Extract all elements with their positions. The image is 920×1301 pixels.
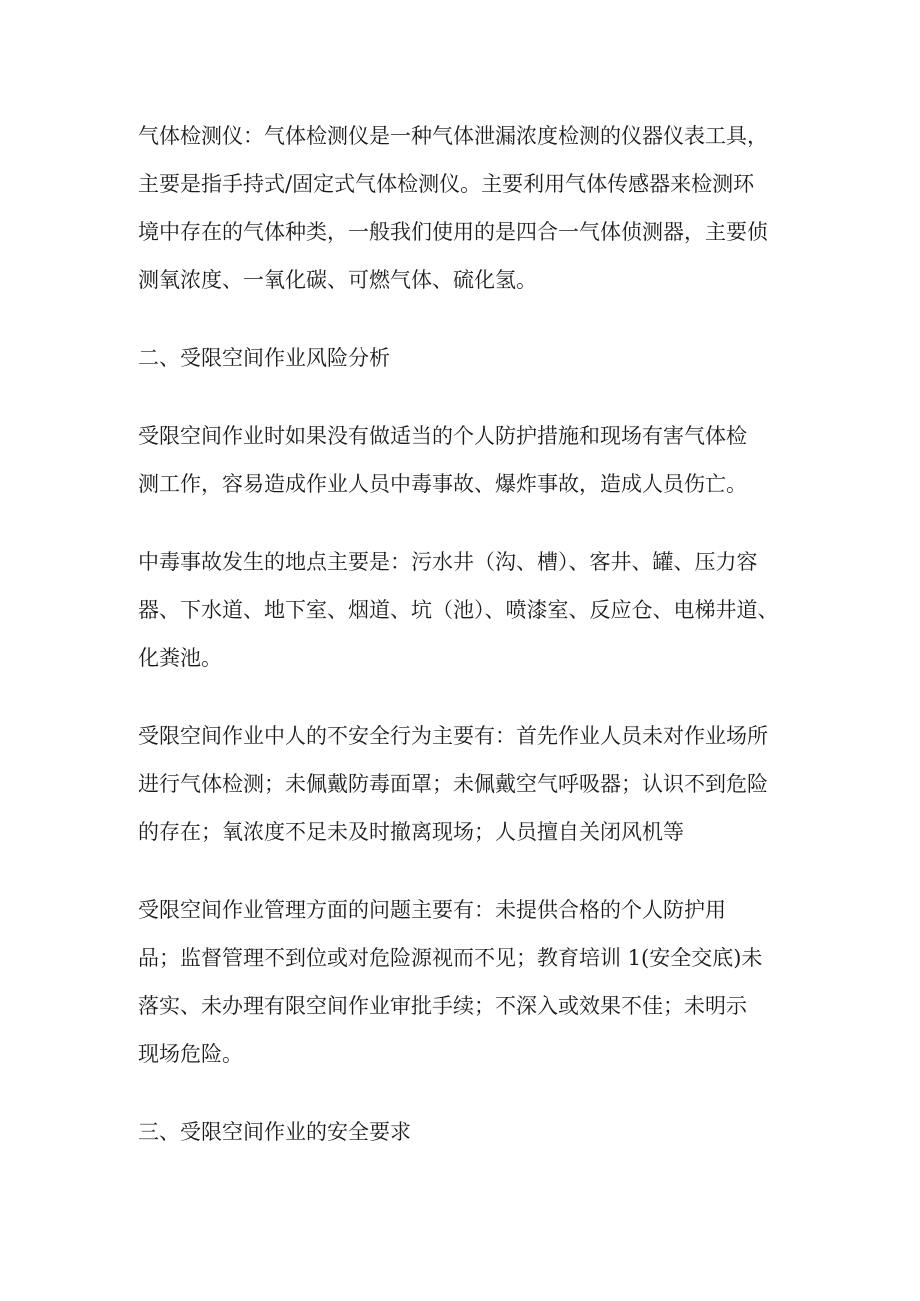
section-heading: 二、受限空间作业风险分析: [138, 346, 390, 370]
spacer: [138, 1078, 798, 1108]
text-line: 中毒事故发生的地点主要是：污水井（沟、槽）、客井、罐、压力容: [138, 550, 758, 574]
paragraph-unsafe-behavior: [138, 712, 798, 856]
text-line: 受限空间作业时如果没有做适当的个人防护措施和现场有害气体检: [138, 424, 747, 448]
text-line: 现场危险。: [138, 1042, 243, 1066]
text-line: 进行气体检测；未佩戴防毒面罩；未佩戴空气呼吸器；认识不到危险: [138, 772, 768, 796]
document-body: [138, 112, 798, 1156]
paragraph-risk-overview: [138, 412, 798, 508]
text-line: 化粪池。: [138, 646, 222, 670]
paragraph-poisoning-locations: [138, 538, 798, 682]
text-line: 器、下水道、地下室、烟道、坑（池）、喷漆室、反应仓、电梯井道、: [138, 598, 779, 622]
spacer: [138, 382, 798, 412]
spacer: [138, 682, 798, 712]
text-line: 受限空间作业中人的不安全行为主要有：首先作业人员未对作业场所: [138, 724, 768, 748]
text-line: 测氧浓度、一氧化碳、可燃气体、硫化氢。: [138, 268, 537, 292]
paragraph-management-issues: [138, 886, 798, 1078]
text-line: 气体检测仪：气体检测仪是一种气体泄漏浓度检测的仪器仪表工具，: [138, 124, 768, 148]
text-line: 品；监督管理不到位或对危险源视而不见；教育培训 1(安全交底)未: [138, 946, 763, 970]
spacer: [138, 304, 798, 334]
text-line: 的存在；氧浓度不足未及时撤离现场；人员擅自关闭风机等: [138, 820, 684, 844]
text-line: 落实、未办理有限空间作业审批手续；不深入或效果不佳；未明示: [138, 994, 747, 1018]
text-line: 境中存在的气体种类，一般我们使用的是四合一气体侦测器，主要侦: [138, 220, 768, 244]
section-heading-safety-requirements: [138, 1108, 798, 1156]
text-line: 受限空间作业管理方面的问题主要有：未提供合格的个人防护用: [138, 898, 726, 922]
spacer: [138, 508, 798, 538]
paragraph-gas-detector: [138, 112, 798, 304]
text-line: 主要是指手持式/固定式气体检测仪。主要利用气体传感器来检测环: [138, 172, 755, 196]
section-heading: 三、受限空间作业的安全要求: [138, 1120, 411, 1144]
text-line: 测工作，容易造成作业人员中毒事故、爆炸事故，造成人员伤亡。: [138, 472, 747, 496]
spacer: [138, 856, 798, 886]
section-heading-risk-analysis: [138, 334, 798, 382]
